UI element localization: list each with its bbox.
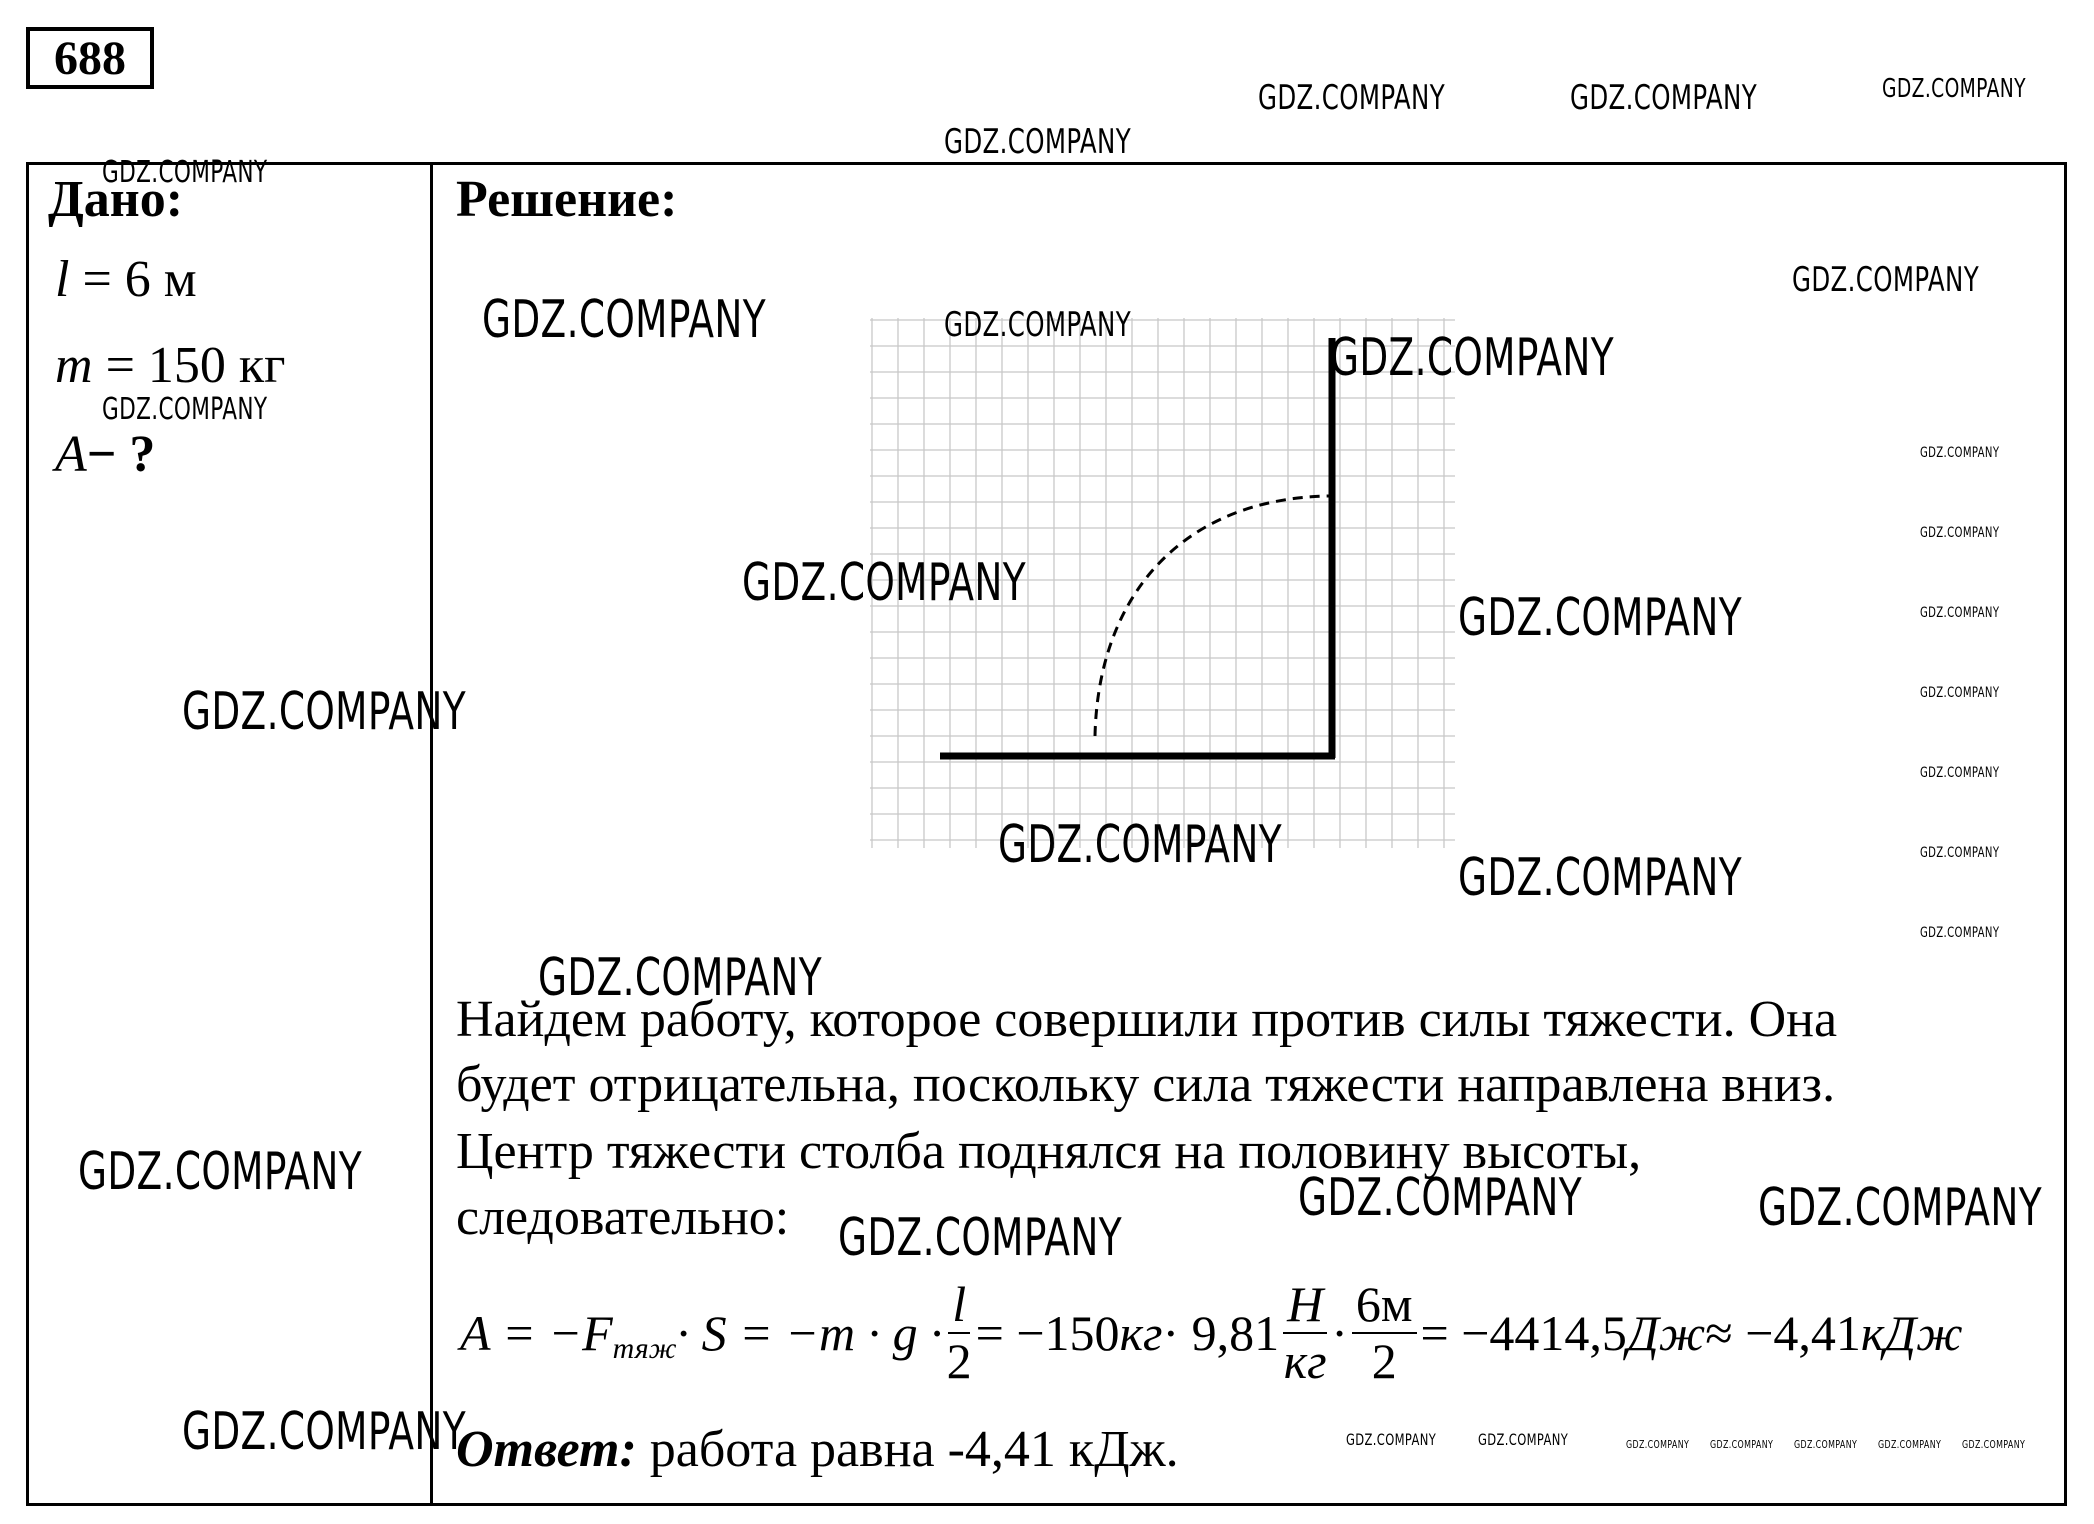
formula-unit: кг [1119, 1305, 1163, 1361]
given-a-var: A [55, 426, 87, 483]
given-mass [55, 336, 285, 395]
fraction-numerator: Н [1283, 1277, 1327, 1334]
watermark: GDZ.COMPANY [182, 682, 466, 742]
watermark: GDZ.COMPANY [1794, 1438, 1858, 1451]
watermark: GDZ.COMPANY [1478, 1430, 1569, 1449]
watermark: GDZ.COMPANY [1882, 74, 2026, 104]
formula-part: · S = −m · g · [676, 1305, 943, 1361]
answer-line [456, 1420, 1179, 1479]
watermark: GDZ.COMPANY [1346, 1430, 1437, 1449]
solution-title: Решение: [456, 171, 678, 228]
watermark: GDZ.COMPANY [838, 1208, 1122, 1268]
given-l-value: = 6 м [69, 251, 197, 308]
fraction-denominator: кг [1283, 1333, 1327, 1389]
watermark: GDZ.COMPANY [78, 1142, 362, 1202]
watermark: GDZ.COMPANY [1920, 445, 2000, 461]
rotation-arc [1095, 496, 1330, 736]
watermark: GDZ.COMPANY [1878, 1438, 1942, 1451]
watermark: GDZ.COMPANY [1710, 1438, 1774, 1451]
column-divider [430, 162, 433, 1506]
fraction-denominator: 2 [946, 1333, 972, 1389]
formula-part: · 9,81 [1162, 1305, 1280, 1361]
watermark: GDZ.COMPANY [1570, 78, 1758, 118]
watermark: GDZ.COMPANY [1792, 260, 1980, 300]
formula-unit: Дж [1626, 1305, 1706, 1361]
watermark: GDZ.COMPANY [1962, 1438, 2026, 1451]
watermark: GDZ.COMPANY [1920, 925, 2000, 941]
given-m-value: = 150 кг [92, 337, 286, 394]
given-title: Дано: [48, 171, 184, 228]
watermark: GDZ.COMPANY [998, 815, 1282, 875]
watermark: GDZ.COMPANY [102, 392, 268, 427]
formula-subscript: тяж [612, 1332, 677, 1365]
given-a-value: − ? [86, 426, 156, 483]
watermark: GDZ.COMPANY [1920, 525, 2000, 541]
given-unknown [55, 425, 155, 484]
fraction-numerator: 6м [1352, 1277, 1417, 1334]
formula-unit: кДж [1860, 1305, 1963, 1361]
given-length [55, 250, 197, 309]
watermark: GDZ.COMPANY [1920, 685, 2000, 701]
formula-part: = −4414,5 [1420, 1305, 1627, 1361]
fraction-6m-over-2 [1352, 1277, 1417, 1389]
watermark: GDZ.COMPANY [1330, 328, 1614, 388]
fraction-denominator: 2 [1371, 1333, 1397, 1389]
solution-text-line: следовательно: [456, 1189, 790, 1246]
watermark: GDZ.COMPANY [1298, 1168, 1582, 1228]
formula-part: = −150 [975, 1305, 1120, 1361]
problem-number: 688 [26, 27, 154, 89]
given-l-var: l [55, 251, 70, 308]
fraction-numerator: l [948, 1277, 970, 1334]
solution-text-line: Центр тяжести столба поднялся на половину высоты, [456, 1123, 1642, 1180]
watermark: GDZ.COMPANY [1920, 605, 2000, 621]
watermark: GDZ.COMPANY [182, 1402, 466, 1462]
watermark: GDZ.COMPANY [1458, 588, 1742, 648]
watermark: GDZ.COMPANY [742, 553, 1026, 613]
solution-text-line: Найдем работу, которое совершили против силы тяжести. Она [456, 991, 1838, 1048]
watermark: GDZ.COMPANY [1626, 1438, 1690, 1451]
fraction-n-over-kg [1283, 1277, 1327, 1389]
formula-part: · [1331, 1305, 1348, 1361]
answer-text: работа равна -4,41 кДж. [636, 1421, 1179, 1478]
answer-label: Ответ: [456, 1421, 637, 1478]
watermark: GDZ.COMPANY [1758, 1178, 2042, 1238]
watermark: GDZ.COMPANY [1920, 765, 2000, 781]
formula-part: ≈ −4,41 [1705, 1305, 1861, 1361]
work-formula [460, 1268, 1963, 1398]
given-m-var: m [55, 337, 93, 394]
watermark: GDZ.COMPANY [102, 155, 268, 190]
watermark: GDZ.COMPANY [1920, 845, 2000, 861]
watermark: GDZ.COMPANY [538, 948, 822, 1008]
watermark: GDZ.COMPANY [482, 290, 766, 350]
fraction-l-over-2 [947, 1277, 972, 1389]
watermark: GDZ.COMPANY [944, 305, 1132, 345]
watermark: GDZ.COMPANY [1258, 78, 1446, 118]
formula-part: A = −F [460, 1305, 613, 1361]
solution-text-line: будет отрицательна, поскольку сила тяжести направлена вниз. [456, 1056, 1836, 1113]
watermark: GDZ.COMPANY [1458, 848, 1742, 908]
watermark: GDZ.COMPANY [944, 122, 1132, 162]
